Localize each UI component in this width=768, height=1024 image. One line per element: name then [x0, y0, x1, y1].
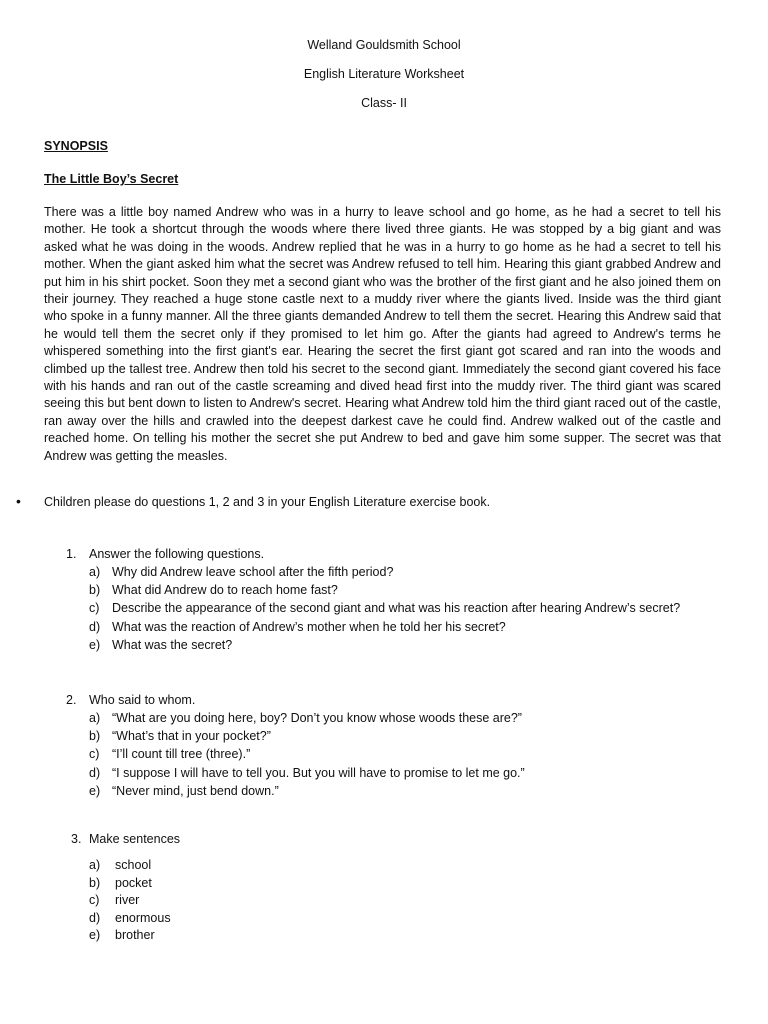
question-text: Answer the following questions. [89, 547, 265, 561]
item-text: What did Andrew do to reach home fast? [112, 583, 338, 598]
question-title [66, 545, 680, 563]
item-letter: c) [89, 893, 100, 907]
item-letter: e) [89, 783, 101, 798]
synopsis-heading: SYNOPSIS [44, 139, 108, 153]
school-name: Welland Gouldsmith School [307, 38, 461, 52]
item-text: enormous [115, 910, 171, 925]
item-text: brother [115, 928, 155, 942]
question-2 [66, 691, 525, 800]
bullet-icon: • [16, 493, 21, 509]
item-text: “What are you doing here, boy? Don’t you know whose woods these are?” [112, 711, 522, 725]
list-item [66, 745, 525, 763]
item-text: Why did Andrew leave school after the fifth period? [112, 565, 394, 579]
item-letter: a) [89, 565, 101, 579]
item-text: river [115, 893, 140, 907]
story-paragraph: There was a little boy named Andrew who was in a hurry to leave school and go home, as he had a secret to tell his mother. He took a shortcut through the woods where there lived three giants. He was stopped by a big giant and was asked what he was doing in the woods. Andrew replied that he was in a hurry to go home as he had a secret to tell his mother. When the giant asked him what the secret was Andrew refused to tell him. Hearing this giant grabbed Andrew and put him in his shirt pocket. Soon they met a second giant who was the brother of the first giant and he also joined them on their journey. They reached a huge stone castle next to a muddy river where the giants lived. Inside was the third giant who spoke in a funny manner. All the three giants demanded Andrew to tell them the secret. Hearing this Andrew said that he would tell them the secret only if they promised to let him go. After the giants had agreed to Andrew's terms he whispered something into the first giant's ear. Hearing the secret the first giant got scared and ran into the woods and climbed up the tallest tree. Andrew then told his secret to the second giant. Immediately the second giant covered his face with his hands and ran out of the castle screaming and dived head first into the muddy river. The third giant was scared seeing this but bent down to listen to Andrew's secret. Hearing what Andrew told him the third giant raced out of the castle, ran away over the hills and crawled into the deepest darkest cave he could find. Andrew walked out of the castle and reached home. On telling his mother the secret she put Andrew to bed and gave him some supper. The secret was that Andrew was getting the measles. [44, 205, 721, 463]
list-item [66, 581, 680, 599]
item-letter: b) [89, 583, 101, 598]
item-letter: b) [89, 875, 101, 890]
item-text: pocket [115, 875, 152, 890]
list-item [71, 892, 180, 910]
class-label: Class- II [361, 96, 407, 110]
list-item [71, 857, 180, 875]
item-text: “Never mind, just bend down.” [112, 783, 279, 798]
item-letter: c) [89, 747, 100, 762]
item-text: Describe the appearance of the second giant and what was his reaction after hearing Andrew’s secret? [112, 601, 681, 616]
item-text: What was the reaction of Andrew’s mother when he told her his secret? [112, 619, 506, 634]
question-items [66, 563, 680, 654]
worksheet-title: English Literature Worksheet [303, 67, 465, 81]
item-text: “I’ll count till tree (three).” [112, 747, 251, 762]
item-letter: d) [89, 765, 101, 780]
list-item [66, 563, 680, 581]
story-title: The Little Boy’s Secret [44, 172, 179, 186]
question-items [66, 709, 525, 800]
list-item [66, 618, 680, 636]
question-items [71, 857, 180, 945]
item-text: “I suppose I will have to tell you. But you will have to promise to let me go.” [112, 765, 525, 780]
question-text: Who said to whom. [89, 693, 196, 707]
question-text: Make sentences [89, 832, 181, 846]
list-item [66, 782, 525, 800]
question-title [71, 830, 180, 848]
item-text: What was the secret? [112, 637, 233, 652]
question-number: 2. [66, 693, 77, 707]
question-1 [66, 545, 680, 654]
list-item [71, 927, 180, 945]
list-item [66, 709, 525, 727]
item-letter: e) [89, 928, 101, 942]
item-text: “What’s that in your pocket?” [112, 729, 271, 744]
question-title [66, 691, 525, 709]
item-letter: d) [89, 619, 101, 634]
item-letter: a) [89, 711, 101, 725]
list-item [66, 636, 680, 654]
list-item [66, 764, 525, 782]
item-letter: e) [89, 637, 101, 652]
item-text: school [115, 858, 152, 872]
list-item [71, 875, 180, 893]
item-letter: b) [89, 729, 101, 744]
list-item [66, 727, 525, 745]
item-letter: a) [89, 858, 101, 872]
list-item [66, 599, 680, 617]
question-number: 1. [66, 547, 77, 561]
item-letter: c) [89, 601, 100, 616]
instruction-text: Children please do questions 1, 2 and 3 in your English Literature exercise book. [44, 495, 491, 509]
list-item [71, 910, 180, 928]
item-letter: d) [89, 910, 101, 925]
question-number: 3. [71, 832, 82, 846]
question-3 [71, 830, 180, 945]
